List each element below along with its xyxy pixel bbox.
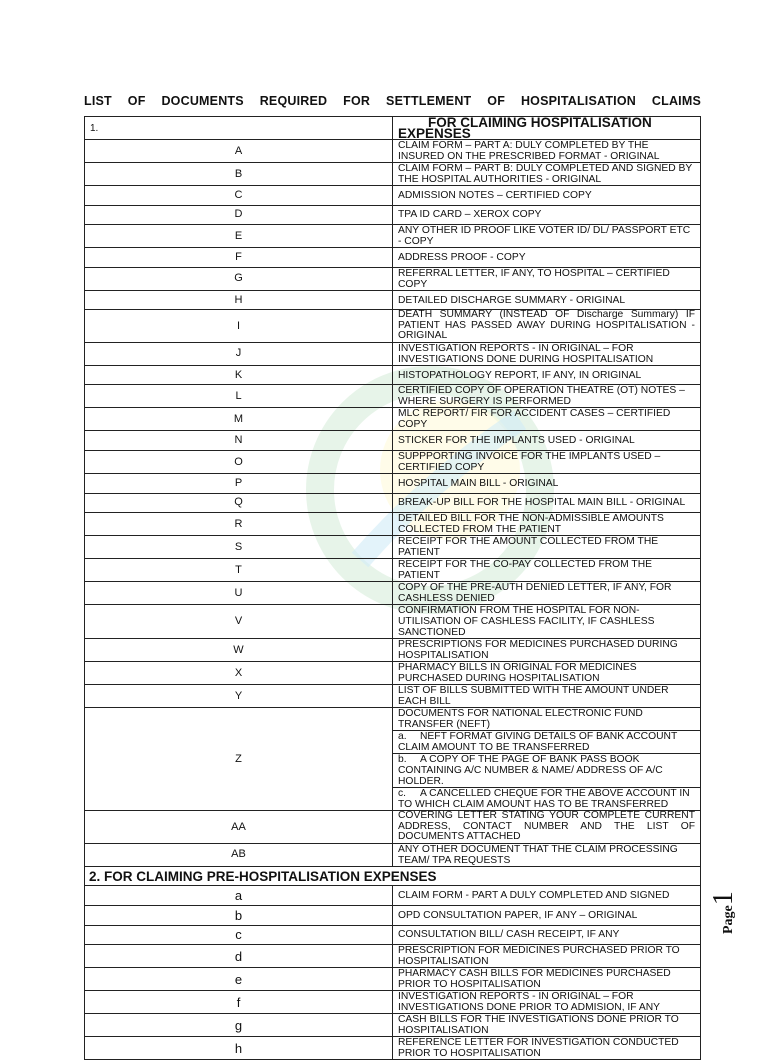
item-code: M (85, 408, 393, 431)
item-text: REFERENCE LETTER FOR INVESTIGATION CONDUCTED PRIOR TO HOSPITALISATION (393, 1037, 701, 1060)
document-title: LIST OF DOCUMENTS REQUIRED FOR SETTLEMENT OF HOSPITALISATION CLAIMS (84, 94, 701, 108)
item-text: REFERRAL LETTER, IF ANY, TO HOSPITAL – CERTIFIED COPY (393, 267, 701, 290)
table-row (85, 925, 701, 945)
table-row (85, 886, 701, 906)
section-1-number: 1. (85, 117, 393, 140)
item-code: f (85, 991, 393, 1014)
section-1-header (85, 117, 701, 140)
item-code: X (85, 662, 393, 685)
table-row (85, 225, 701, 248)
item-code: O (85, 451, 393, 474)
item-text: LIST OF BILLS SUBMITTED WITH THE AMOUNT UNDER EACH BILL (393, 685, 701, 708)
table-row (85, 991, 701, 1014)
sub-item-label: b. (398, 754, 407, 766)
table-row (85, 385, 701, 408)
item-code: T (85, 559, 393, 582)
sub-item (393, 731, 701, 754)
item-code: b (85, 905, 393, 925)
item-code: AA (85, 811, 393, 844)
table-row (85, 205, 701, 225)
section-2-heading: 2. FOR CLAIMING PRE-HOSPITALISATION EXPENSES (85, 866, 701, 886)
item-text: COVERING LETTER STATING YOUR COMPLETE CURRENT ADDRESS, CONTACT NUMBER AND THE LIST OF DOCUMENTS ATTACHED (393, 811, 701, 844)
item-code: P (85, 474, 393, 494)
item-code: a (85, 886, 393, 906)
table-row (85, 685, 701, 708)
page-number-label (708, 891, 740, 934)
table-row (85, 605, 701, 639)
table-row-z (85, 708, 701, 731)
item-code: d (85, 945, 393, 968)
table-row (85, 310, 701, 343)
table-row (85, 342, 701, 365)
table-row (85, 290, 701, 310)
item-code: B (85, 163, 393, 186)
table-row (85, 513, 701, 536)
item-text: CONFIRMATION FROM THE HOSPITAL FOR NON-UTILISATION OF CASHLESS FACILITY, IF CASHLESS SANCTIONED (393, 605, 701, 639)
item-text: COPY OF THE PRE-AUTH DENIED LETTER, IF ANY, FOR CASHLESS DENIED (393, 582, 701, 605)
table-row (85, 559, 701, 582)
item-text: PRESCRIPTIONS FOR MEDICINES PURCHASED DURING HOSPITALISATION (393, 639, 701, 662)
item-code: G (85, 267, 393, 290)
table-row (85, 905, 701, 925)
item-text: DOCUMENTS FOR NATIONAL ELECTRONIC FUND TRANSFER (NEFT) (393, 708, 701, 731)
page-word: Page (721, 905, 736, 934)
table-row (85, 493, 701, 513)
page-number (708, 876, 748, 936)
table-row (85, 536, 701, 559)
item-code: I (85, 310, 393, 343)
item-text: BREAK-UP BILL FOR THE HOSPITAL MAIN BILL - ORIGINAL (393, 493, 701, 513)
item-text: CLAIM FORM – PART A: DULY COMPLETED BY THE INSURED ON THE PRESCRIBED FORMAT - ORIGINAL (393, 140, 701, 163)
item-code: K (85, 365, 393, 385)
item-code: Y (85, 685, 393, 708)
item-code: R (85, 513, 393, 536)
sub-item-label: c. (398, 788, 407, 800)
item-text: OPD CONSULTATION PAPER, IF ANY – ORIGINAL (393, 905, 701, 925)
item-text: PHARMACY CASH BILLS FOR MEDICINES PURCHASED PRIOR TO HOSPITALISATION (393, 968, 701, 991)
table-row (85, 140, 701, 163)
section-2-header (85, 866, 701, 886)
page-digit: 1 (708, 891, 739, 906)
table-row (85, 451, 701, 474)
table-row (85, 582, 701, 605)
item-code: D (85, 205, 393, 225)
table-row (85, 1014, 701, 1037)
item-text: CLAIM FORM - PART A DULY COMPLETED AND SIGNED (393, 886, 701, 906)
item-text: TPA ID CARD – XEROX COPY (393, 205, 701, 225)
item-code: Z (85, 708, 393, 811)
table-row (85, 1037, 701, 1060)
item-code: H (85, 290, 393, 310)
sub-item-label: a. (398, 731, 407, 743)
sub-item (393, 788, 701, 811)
table-row (85, 639, 701, 662)
sub-item (393, 754, 701, 788)
item-text: MLC REPORT/ FIR FOR ACCIDENT CASES – CERTIFIED COPY (393, 408, 701, 431)
item-text: INVESTIGATION REPORTS - IN ORIGINAL – FOR INVESTIGATIONS DONE PRIOR TO ADMISION, IF ANY (393, 991, 701, 1014)
item-code: E (85, 225, 393, 248)
item-code: h (85, 1037, 393, 1060)
sub-item-text: A CANCELLED CHEQUE FOR THE ABOVE ACCOUNT IN TO WHICH CLAIM AMOUNT HAS TO BE TRANSFERRED (398, 788, 690, 811)
table-row (85, 267, 701, 290)
item-text: ANY OTHER ID PROOF LIKE VOTER ID/ DL/ PASSPORT ETC - COPY (393, 225, 701, 248)
sub-item-text: NEFT FORMAT GIVING DETAILS OF BANK ACCOUNT CLAIM AMOUNT TO BE TRANSFERRED (398, 731, 678, 754)
table-row (85, 945, 701, 968)
item-code: A (85, 140, 393, 163)
item-text: HISTOPATHOLOGY REPORT, IF ANY, IN ORIGINAL (393, 365, 701, 385)
item-text: CONSULTATION BILL/ CASH RECEIPT, IF ANY (393, 925, 701, 945)
item-text: PHARMACY BILLS IN ORIGINAL FOR MEDICINES PURCHASED DURING HOSPITALISATION (393, 662, 701, 685)
table-row (85, 662, 701, 685)
item-code: g (85, 1014, 393, 1037)
table-row (85, 811, 701, 844)
item-text: STICKER FOR THE IMPLANTS USED - ORIGINAL (393, 431, 701, 451)
item-text: RECEIPT FOR THE AMOUNT COLLECTED FROM THE PATIENT (393, 536, 701, 559)
item-code: U (85, 582, 393, 605)
section-1-heading (393, 117, 701, 140)
item-text: INVESTIGATION REPORTS - IN ORIGINAL – FOR INVESTIGATIONS DONE DURING HOSPITALISATION (393, 342, 701, 365)
table-row (85, 474, 701, 494)
item-code: V (85, 605, 393, 639)
item-code: AB (85, 843, 393, 866)
item-code: C (85, 186, 393, 206)
item-text: ANY OTHER DOCUMENT THAT THE CLAIM PROCESSING TEAM/ TPA REQUESTS (393, 843, 701, 866)
table-row (85, 968, 701, 991)
documents-table (84, 116, 701, 1060)
item-text: DETAILED DISCHARGE SUMMARY - ORIGINAL (393, 290, 701, 310)
item-code: c (85, 925, 393, 945)
item-text: SUPPPORTING INVOICE FOR THE IMPLANTS USED – CERTIFIED COPY (393, 451, 701, 474)
item-text: HOSPITAL MAIN BILL - ORIGINAL (393, 474, 701, 494)
table-row (85, 431, 701, 451)
item-text: DETAILED BILL FOR THE NON-ADMISSIBLE AMOUNTS COLLECTED FROM THE PATIENT (393, 513, 701, 536)
item-code: e (85, 968, 393, 991)
item-code: S (85, 536, 393, 559)
item-text: ADDRESS PROOF - COPY (393, 248, 701, 268)
item-code: J (85, 342, 393, 365)
item-text: CERTIFIED COPY OF OPERATION THEATRE (OT) NOTES – WHERE SURGERY IS PERFORMED (393, 385, 701, 408)
item-text: PRESCRIPTION FOR MEDICINES PURCHASED PRIOR TO HOSPITALISATION (393, 945, 701, 968)
item-text: RECEIPT FOR THE CO-PAY COLLECTED FROM THE PATIENT (393, 559, 701, 582)
item-code: F (85, 248, 393, 268)
section-1-heading-text: FOR CLAIMING HOSPITALISATION EXPENSES (398, 115, 652, 141)
item-text: CLAIM FORM – PART B: DULY COMPLETED AND SIGNED BY THE HOSPITAL AUTHORITIES - ORIGINAL (393, 163, 701, 186)
table-row (85, 186, 701, 206)
table-row (85, 248, 701, 268)
sub-item-text: A COPY OF THE PAGE OF BANK PASS BOOK CONTAINING A/C NUMBER & NAME/ ADDRESS OF A/C HOLDER. (398, 754, 663, 788)
item-text: ADMISSION NOTES – CERTIFIED COPY (393, 186, 701, 206)
item-code: L (85, 385, 393, 408)
item-text: DEATH SUMMARY (INSTEAD OF Discharge Summary) IF PATIENT HAS PASSED AWAY DURING HOSPITALISATION - ORIGINAL (393, 310, 701, 343)
table-row (85, 365, 701, 385)
table-row (85, 408, 701, 431)
item-text: CASH BILLS FOR THE INVESTIGATIONS DONE PRIOR TO HOSPITALISATION (393, 1014, 701, 1037)
item-code: Q (85, 493, 393, 513)
table-row (85, 163, 701, 186)
item-code: W (85, 639, 393, 662)
item-code: N (85, 431, 393, 451)
table-row (85, 843, 701, 866)
